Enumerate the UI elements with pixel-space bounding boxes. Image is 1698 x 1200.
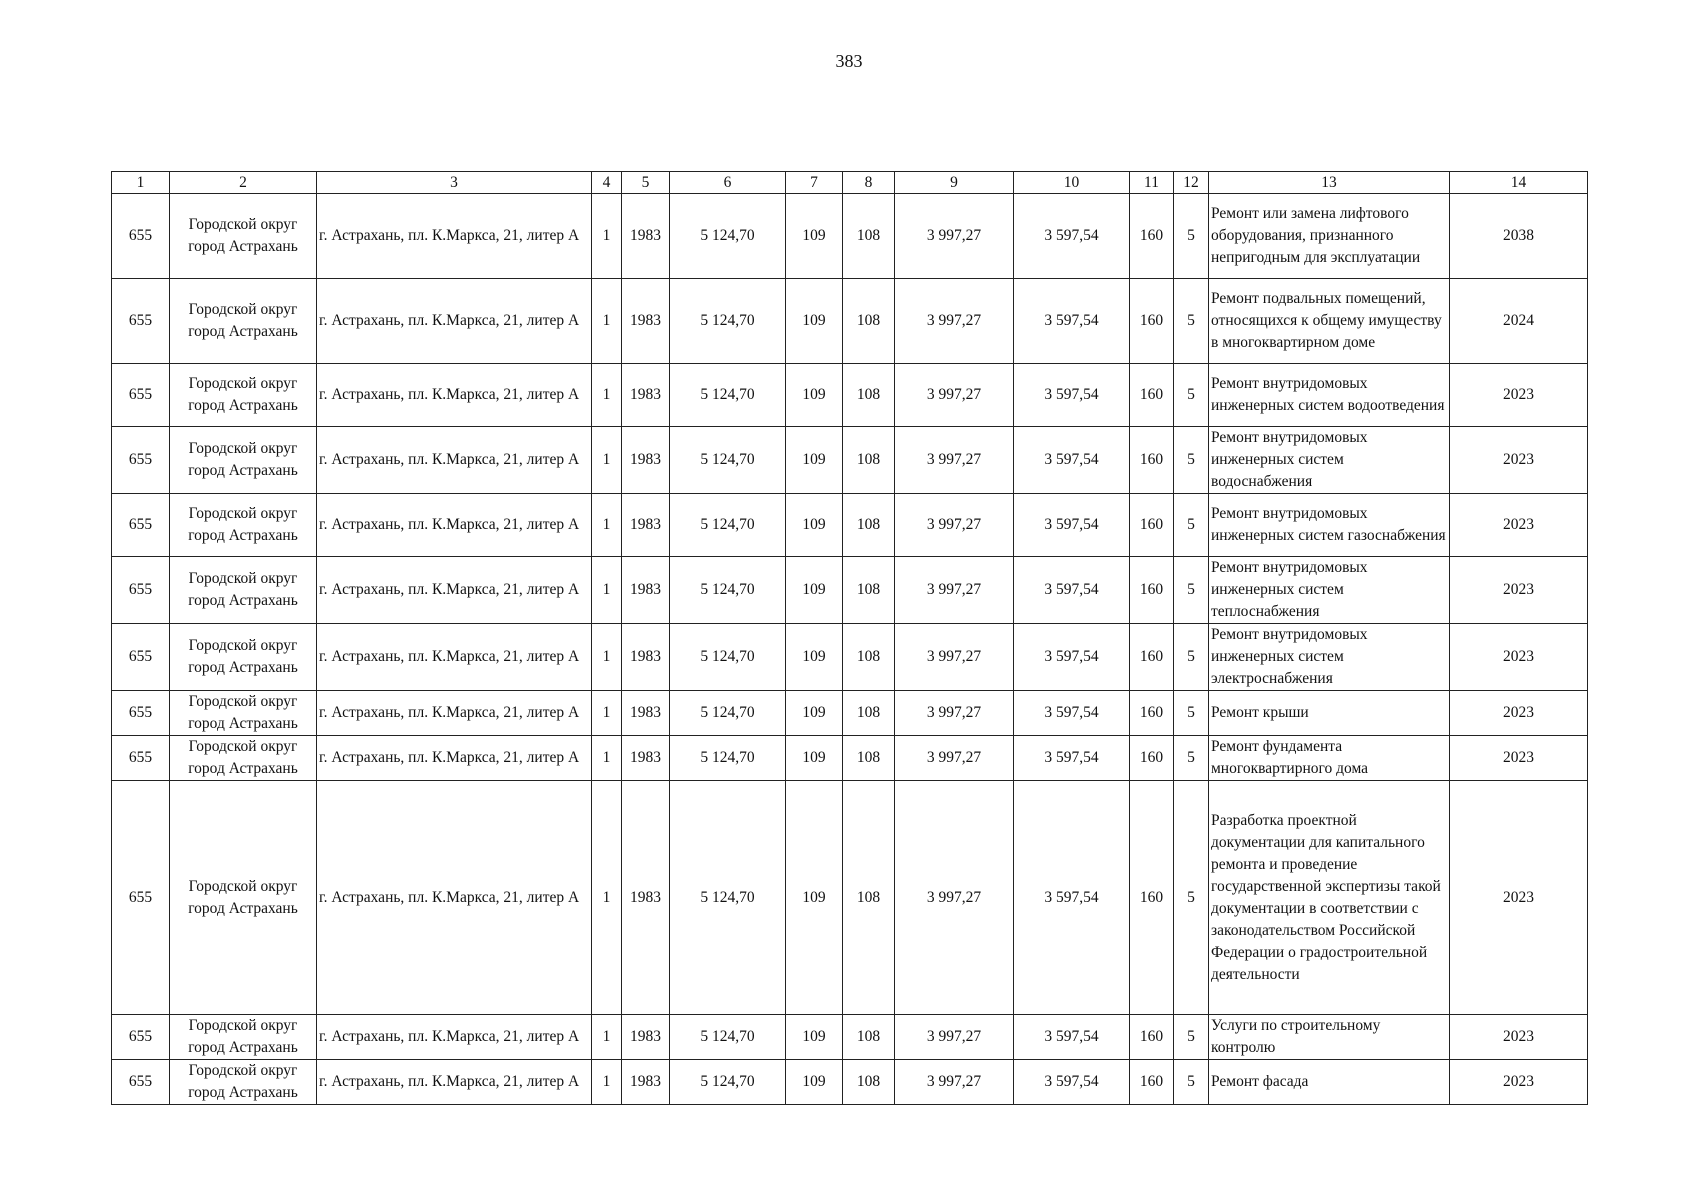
cell-plan-year: 2038	[1450, 194, 1588, 279]
table-row	[112, 427, 1588, 494]
cell-id: 655	[112, 427, 170, 494]
cell-col12: 5	[1174, 494, 1209, 557]
cell-col10: 3 597,54	[1014, 194, 1130, 279]
cell-address: г. Астрахань, пл. К.Маркса, 21, литер А	[317, 494, 592, 557]
cell-col10: 3 597,54	[1014, 494, 1130, 557]
cell-col7: 109	[786, 1015, 843, 1060]
column-number: 6	[670, 172, 786, 194]
cell-year: 1983	[622, 691, 670, 736]
table-row	[112, 781, 1588, 1015]
cell-work-type: Ремонт внутридомовых инженерных систем газоснабжения	[1209, 494, 1450, 557]
cell-year: 1983	[622, 427, 670, 494]
cell-col4: 1	[592, 1015, 622, 1060]
cell-col10: 3 597,54	[1014, 557, 1130, 624]
cell-col11: 160	[1130, 1060, 1174, 1105]
cell-year: 1983	[622, 1060, 670, 1105]
cell-plan-year: 2023	[1450, 427, 1588, 494]
table-row	[112, 736, 1588, 781]
cell-col11: 160	[1130, 194, 1174, 279]
cell-address: г. Астрахань, пл. К.Маркса, 21, литер А	[317, 279, 592, 364]
cell-year: 1983	[622, 1015, 670, 1060]
cell-col8: 108	[843, 557, 895, 624]
cell-col8: 108	[843, 781, 895, 1015]
cell-id: 655	[112, 1015, 170, 1060]
cell-col12: 5	[1174, 781, 1209, 1015]
cell-col9: 3 997,27	[895, 781, 1014, 1015]
cell-col12: 5	[1174, 557, 1209, 624]
cell-col9: 3 997,27	[895, 736, 1014, 781]
cell-col12: 5	[1174, 194, 1209, 279]
cell-id: 655	[112, 781, 170, 1015]
cell-col8: 108	[843, 624, 895, 691]
cell-municipality: Городской округ город Астрахань	[170, 557, 317, 624]
cell-col4: 1	[592, 736, 622, 781]
column-number: 11	[1130, 172, 1174, 194]
cell-col11: 160	[1130, 781, 1174, 1015]
cell-municipality: Городской округ город Астрахань	[170, 624, 317, 691]
cell-plan-year: 2023	[1450, 781, 1588, 1015]
cell-col4: 1	[592, 427, 622, 494]
column-number: 2	[170, 172, 317, 194]
cell-col7: 109	[786, 1060, 843, 1105]
cell-col9: 3 997,27	[895, 427, 1014, 494]
cell-col9: 3 997,27	[895, 279, 1014, 364]
cell-id: 655	[112, 194, 170, 279]
cell-work-type: Ремонт внутридомовых инженерных систем теплоснабжения	[1209, 557, 1450, 624]
cell-col7: 109	[786, 279, 843, 364]
page-number: 383	[835, 51, 863, 71]
column-number: 4	[592, 172, 622, 194]
cell-year: 1983	[622, 364, 670, 427]
table-row	[112, 557, 1588, 624]
cell-col11: 160	[1130, 557, 1174, 624]
cell-address: г. Астрахань, пл. К.Маркса, 21, литер А	[317, 624, 592, 691]
cell-col4: 1	[592, 781, 622, 1015]
cell-col8: 108	[843, 1015, 895, 1060]
cell-work-type: Ремонт внутридомовых инженерных систем водоснабжения	[1209, 427, 1450, 494]
table-row	[112, 364, 1588, 427]
table-row	[112, 1015, 1588, 1060]
cell-col4: 1	[592, 1060, 622, 1105]
cell-col8: 108	[843, 194, 895, 279]
cell-municipality: Городской округ город Астрахань	[170, 691, 317, 736]
cell-work-type: Разработка проектной документации для капитального ремонта и проведение государственной экспертизы такой документации в соответствии с законодательством Российской Федерации о градостроительной деятельности	[1209, 781, 1450, 1015]
cell-address: г. Астрахань, пл. К.Маркса, 21, литер А	[317, 1060, 592, 1105]
cell-municipality: Городской округ город Астрахань	[170, 279, 317, 364]
cell-col7: 109	[786, 557, 843, 624]
cell-work-type: Ремонт крыши	[1209, 691, 1450, 736]
column-number: 9	[895, 172, 1014, 194]
cell-col11: 160	[1130, 691, 1174, 736]
cell-plan-year: 2023	[1450, 364, 1588, 427]
cell-area: 5 124,70	[670, 736, 786, 781]
cell-municipality: Городской округ город Астрахань	[170, 427, 317, 494]
table-row	[112, 194, 1588, 279]
cell-area: 5 124,70	[670, 691, 786, 736]
cell-address: г. Астрахань, пл. К.Маркса, 21, литер А	[317, 1015, 592, 1060]
cell-col11: 160	[1130, 494, 1174, 557]
cell-plan-year: 2023	[1450, 1060, 1588, 1105]
cell-col12: 5	[1174, 427, 1209, 494]
cell-col7: 109	[786, 364, 843, 427]
cell-year: 1983	[622, 494, 670, 557]
cell-col10: 3 597,54	[1014, 624, 1130, 691]
column-number-row	[112, 172, 1588, 194]
cell-area: 5 124,70	[670, 1015, 786, 1060]
cell-area: 5 124,70	[670, 624, 786, 691]
cell-col9: 3 997,27	[895, 691, 1014, 736]
table-row	[112, 494, 1588, 557]
cell-col12: 5	[1174, 1060, 1209, 1105]
cell-address: г. Астрахань, пл. К.Маркса, 21, литер А	[317, 194, 592, 279]
cell-work-type: Ремонт фундамента многоквартирного дома	[1209, 736, 1450, 781]
cell-year: 1983	[622, 736, 670, 781]
cell-plan-year: 2023	[1450, 557, 1588, 624]
cell-col12: 5	[1174, 364, 1209, 427]
cell-col7: 109	[786, 494, 843, 557]
cell-col10: 3 597,54	[1014, 691, 1130, 736]
cell-col10: 3 597,54	[1014, 1015, 1130, 1060]
cell-work-type: Услуги по строительному контролю	[1209, 1015, 1450, 1060]
cell-year: 1983	[622, 194, 670, 279]
cell-col10: 3 597,54	[1014, 781, 1130, 1015]
cell-col10: 3 597,54	[1014, 1060, 1130, 1105]
cell-id: 655	[112, 736, 170, 781]
cell-municipality: Городской округ город Астрахань	[170, 781, 317, 1015]
cell-year: 1983	[622, 624, 670, 691]
cell-municipality: Городской округ город Астрахань	[170, 494, 317, 557]
cell-col9: 3 997,27	[895, 494, 1014, 557]
cell-col12: 5	[1174, 736, 1209, 781]
cell-area: 5 124,70	[670, 494, 786, 557]
cell-id: 655	[112, 279, 170, 364]
cell-address: г. Астрахань, пл. К.Маркса, 21, литер А	[317, 427, 592, 494]
cell-work-type: Ремонт подвальных помещений, относящихся к общему имуществу в многоквартирном доме	[1209, 279, 1450, 364]
cell-municipality: Городской округ город Астрахань	[170, 194, 317, 279]
table-row	[112, 279, 1588, 364]
cell-address: г. Астрахань, пл. К.Маркса, 21, литер А	[317, 691, 592, 736]
cell-id: 655	[112, 1060, 170, 1105]
cell-work-type: Ремонт фасада	[1209, 1060, 1450, 1105]
cell-area: 5 124,70	[670, 364, 786, 427]
cell-col7: 109	[786, 427, 843, 494]
cell-id: 655	[112, 364, 170, 427]
cell-col11: 160	[1130, 427, 1174, 494]
cell-col11: 160	[1130, 364, 1174, 427]
cell-col11: 160	[1130, 624, 1174, 691]
cell-col7: 109	[786, 736, 843, 781]
cell-work-type: Ремонт внутридомовых инженерных систем электроснабжения	[1209, 624, 1450, 691]
cell-address: г. Астрахань, пл. К.Маркса, 21, литер А	[317, 364, 592, 427]
cell-plan-year: 2023	[1450, 624, 1588, 691]
cell-col8: 108	[843, 427, 895, 494]
cell-col10: 3 597,54	[1014, 427, 1130, 494]
cell-id: 655	[112, 494, 170, 557]
cell-work-type: Ремонт внутридомовых инженерных систем водоотведения	[1209, 364, 1450, 427]
cell-work-type: Ремонт или замена лифтового оборудования, признанного непригодным для эксплуатации	[1209, 194, 1450, 279]
cell-col9: 3 997,27	[895, 1060, 1014, 1105]
cell-col12: 5	[1174, 691, 1209, 736]
cell-col11: 160	[1130, 736, 1174, 781]
cell-area: 5 124,70	[670, 279, 786, 364]
cell-plan-year: 2023	[1450, 736, 1588, 781]
cell-area: 5 124,70	[670, 427, 786, 494]
cell-col8: 108	[843, 279, 895, 364]
cell-id: 655	[112, 691, 170, 736]
cell-col7: 109	[786, 624, 843, 691]
cell-col4: 1	[592, 624, 622, 691]
cell-col10: 3 597,54	[1014, 364, 1130, 427]
cell-col4: 1	[592, 364, 622, 427]
cell-municipality: Городской округ город Астрахань	[170, 736, 317, 781]
cell-year: 1983	[622, 557, 670, 624]
cell-year: 1983	[622, 781, 670, 1015]
cell-col8: 108	[843, 1060, 895, 1105]
cell-col4: 1	[592, 557, 622, 624]
cell-col12: 5	[1174, 624, 1209, 691]
cell-municipality: Городской округ город Астрахань	[170, 1060, 317, 1105]
cell-municipality: Городской округ город Астрахань	[170, 364, 317, 427]
cell-id: 655	[112, 624, 170, 691]
cell-col8: 108	[843, 364, 895, 427]
cell-col9: 3 997,27	[895, 557, 1014, 624]
cell-col8: 108	[843, 494, 895, 557]
cell-address: г. Астрахань, пл. К.Маркса, 21, литер А	[317, 557, 592, 624]
cell-plan-year: 2023	[1450, 691, 1588, 736]
cell-municipality: Городской округ город Астрахань	[170, 1015, 317, 1060]
table-row	[112, 1060, 1588, 1105]
cell-col4: 1	[592, 194, 622, 279]
table-row	[112, 691, 1588, 736]
column-number: 14	[1450, 172, 1588, 194]
cell-col12: 5	[1174, 1015, 1209, 1060]
registry-table	[111, 171, 1588, 1105]
cell-id: 655	[112, 557, 170, 624]
cell-area: 5 124,70	[670, 557, 786, 624]
cell-plan-year: 2023	[1450, 1015, 1588, 1060]
cell-col9: 3 997,27	[895, 194, 1014, 279]
column-number: 3	[317, 172, 592, 194]
cell-plan-year: 2024	[1450, 279, 1588, 364]
cell-col4: 1	[592, 494, 622, 557]
column-number: 12	[1174, 172, 1209, 194]
cell-area: 5 124,70	[670, 781, 786, 1015]
cell-col7: 109	[786, 691, 843, 736]
cell-col4: 1	[592, 279, 622, 364]
column-number: 7	[786, 172, 843, 194]
column-number: 5	[622, 172, 670, 194]
cell-col10: 3 597,54	[1014, 736, 1130, 781]
cell-area: 5 124,70	[670, 1060, 786, 1105]
cell-address: г. Астрахань, пл. К.Маркса, 21, литер А	[317, 736, 592, 781]
cell-col9: 3 997,27	[895, 364, 1014, 427]
cell-col7: 109	[786, 781, 843, 1015]
cell-col9: 3 997,27	[895, 624, 1014, 691]
cell-col7: 109	[786, 194, 843, 279]
cell-col11: 160	[1130, 279, 1174, 364]
column-number: 10	[1014, 172, 1130, 194]
cell-col12: 5	[1174, 279, 1209, 364]
column-number: 13	[1209, 172, 1450, 194]
column-number: 1	[112, 172, 170, 194]
cell-address: г. Астрахань, пл. К.Маркса, 21, литер А	[317, 781, 592, 1015]
cell-col10: 3 597,54	[1014, 279, 1130, 364]
cell-plan-year: 2023	[1450, 494, 1588, 557]
cell-col4: 1	[592, 691, 622, 736]
cell-col9: 3 997,27	[895, 1015, 1014, 1060]
cell-area: 5 124,70	[670, 194, 786, 279]
table-row	[112, 624, 1588, 691]
cell-col11: 160	[1130, 1015, 1174, 1060]
cell-col8: 108	[843, 736, 895, 781]
cell-col8: 108	[843, 691, 895, 736]
cell-year: 1983	[622, 279, 670, 364]
column-number: 8	[843, 172, 895, 194]
